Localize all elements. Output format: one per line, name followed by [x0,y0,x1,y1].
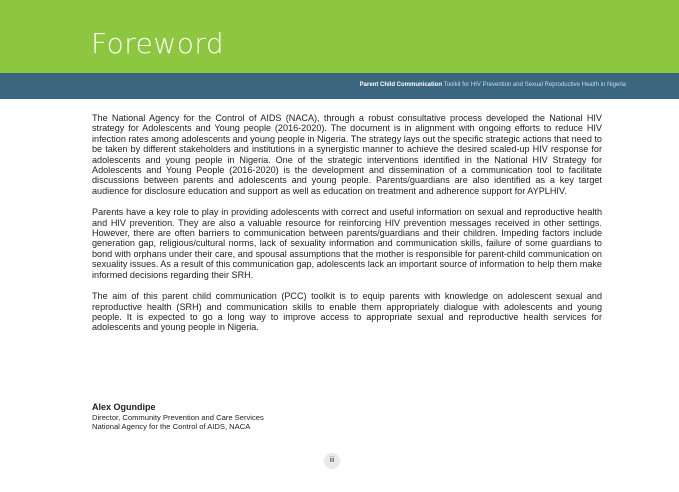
page-number: iii [324,453,340,469]
paragraph-1: The National Agency for the Control of AIDS (NACA), through a robust consultative process developed the National HIV strategy for Adolescents and Young people (2016-2020). The document is in alignment with ongoing efforts to reduce HIV infection rates among adolescents and young people in Nigeria. The strategy lays out the specific strategic actions that need to be taken by different stakeholders and institutions in a synergistic manner to achieve the desired scaled-up HIV response for adolescents and young people in Nigeria. One of the strategic interventions identified in the National HIV Strategy for Adolescents and Young People (2016-2020) is the development and dissemination of a communication tool to facilitate discussions between parents and adolescents and young people. Parents/guardians are also identified as a key target audience for disclosure education and support as well as education on treatment and adherence support for AYPLHIV. [92,113,602,196]
signatory-role: Director, Community Prevention and Care Services [92,413,264,422]
subtitle-light: Toolkit for HIV Prevention and Sexual Reproductive Health in Nigeria [443,82,626,88]
toolkit-subtitle [360,82,626,88]
signatory-name: Alex Ogundipe [92,402,156,412]
subtitle-bold: Parent Child Communication [359,82,442,88]
page-title: Foreword [91,27,225,60]
signature-block [92,402,264,431]
paragraph-2: Parents have a key role to play in providing adolescents with correct and useful information on sexual and reproductive health and HIV prevention. They are also a valuable resource for reinforcing HIV prevention messages received in other settings. However, there are often barriers to communication between parents/guardians and their children. Impeding factors include generation gap, religious/cultural norms, lack of sexuality information and communication skills, failure of some guardians to bond with orphans under their care, and spousal assumptions that the mother is responsible for parent-child communication on sexuality issues. As a result of this communication gap, adolescents lack an important source of information to help them make informed decisions regarding their SRH. [92,207,602,280]
signatory-org: National Agency for the Control of AIDS, NACA [92,422,251,431]
header-banner [0,0,679,73]
subtitle-bar [0,73,679,99]
foreword-body [92,113,602,344]
paragraph-3: The aim of this parent child communication (PCC) toolkit is to equip parents with knowledge on adolescent sexual and reproductive health (SRH) and communication skills to enable them appropriately dialogue with adolescents and young people. It is expected to go a long way to improve access to appropriate sexual and reproductive health services for adolescents and young people in Nigeria. [92,291,602,333]
